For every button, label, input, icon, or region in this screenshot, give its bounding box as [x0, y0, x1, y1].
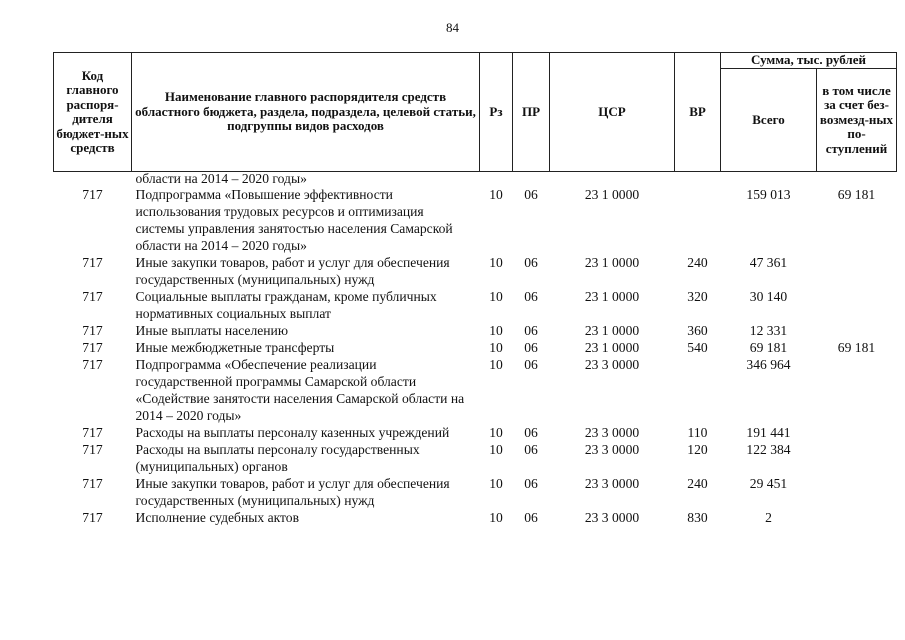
cell-code: 717: [82, 476, 103, 491]
cell-rz: 10: [489, 340, 503, 355]
cell-code: 717: [82, 323, 103, 338]
cell-csr: 23 3 0000: [584, 425, 640, 440]
cell-vr: 120: [687, 442, 708, 457]
header-total: Всего: [721, 68, 817, 171]
table-row: [54, 441, 897, 475]
cell-vr: [675, 186, 721, 254]
cell-gratuitous: [817, 475, 897, 509]
cell-gratuitous: [817, 322, 897, 339]
cell-pr: 06: [524, 357, 538, 372]
cell-rz: 10: [489, 510, 503, 525]
header-pr: ПР: [513, 53, 550, 172]
cell-rz: 10: [489, 187, 503, 202]
cell-name: Расходы на выплаты персоналу казенных учреждений: [135, 425, 450, 440]
cell-vr: 540: [687, 340, 708, 355]
cell-total: 346 964: [746, 357, 791, 372]
cell-pr: 06: [524, 425, 538, 440]
header-rz: Рз: [480, 53, 513, 172]
cell-name: Иные закупки товаров, работ и услуг для обеспечения государственных (муниципальных) нужд: [135, 476, 450, 508]
cell-code: 717: [82, 340, 103, 355]
page-number: 84: [446, 20, 459, 35]
cell-vr: 360: [687, 323, 708, 338]
cell-vr: 240: [687, 255, 708, 270]
table-header: [54, 53, 897, 172]
cell-pr: 06: [524, 340, 538, 355]
cell-total: 2: [765, 510, 772, 525]
cell-vr: [675, 356, 721, 424]
table-row: [54, 424, 897, 441]
cell-name: Подпрограмма «Обеспечение реализации государственной программы Самарской области «Содействие занятости населения Самарской области на 2014 – 2020 годы»: [135, 357, 465, 423]
cell-code: 717: [82, 255, 103, 270]
cell-name: Социальные выплаты гражданам, кроме публичных нормативных социальных выплат: [135, 289, 437, 321]
cell-vr: 830: [687, 510, 708, 525]
cell-rz: 10: [489, 255, 503, 270]
carry-over-row: [54, 172, 897, 187]
cell-pr: 06: [524, 323, 538, 338]
cell-csr: 23 1 0000: [584, 340, 640, 355]
cell-pr: 06: [524, 442, 538, 457]
cell-total: 69 181: [749, 340, 788, 355]
cell-code: 717: [82, 187, 103, 202]
cell-name: Иные межбюджетные трансферты: [135, 340, 335, 355]
header-csr: ЦСР: [550, 53, 675, 172]
cell-pr: 06: [524, 289, 538, 304]
table-body: [54, 172, 897, 527]
cell-csr: 23 1 0000: [584, 255, 640, 270]
cell-code: 717: [82, 425, 103, 440]
cell-vr: 320: [687, 289, 708, 304]
carry-over-text: области на 2014 – 2020 годы»: [135, 171, 307, 186]
cell-csr: 23 1 0000: [584, 187, 640, 202]
table-row: [54, 322, 897, 339]
cell-gratuitous: [817, 254, 897, 288]
cell-rz: 10: [489, 425, 503, 440]
cell-gratuitous: [817, 441, 897, 475]
table-row: [54, 356, 897, 424]
cell-gratuitous: [817, 356, 897, 424]
cell-code: 717: [82, 289, 103, 304]
header-sum: Сумма, тыс. рублей: [721, 53, 897, 69]
table-row: [54, 254, 897, 288]
table-row: [54, 186, 897, 254]
cell-name: Подпрограмма «Повышение эффективности использования трудовых ресурсов и оптимизация системы управления занятостью населения Самарской области на 2014 – 2020 годы»: [135, 187, 453, 253]
cell-rz: 10: [489, 476, 503, 491]
header-name: Наименование главного распорядителя средств областного бюджета, раздела, подраздела, целевой статьи, подгруппы видов расходов: [132, 53, 480, 172]
cell-vr: 240: [687, 476, 708, 491]
cell-csr: 23 3 0000: [584, 510, 640, 525]
cell-pr: 06: [524, 476, 538, 491]
table-row: [54, 339, 897, 356]
cell-name: Расходы на выплаты персоналу государственных (муниципальных) органов: [135, 442, 420, 474]
cell-csr: 23 3 0000: [584, 476, 640, 491]
cell-total: 191 441: [746, 425, 791, 440]
cell-gratuitous: 69 181: [837, 187, 876, 202]
cell-pr: 06: [524, 187, 538, 202]
cell-pr: 06: [524, 255, 538, 270]
table-row: [54, 509, 897, 526]
cell-name: Исполнение судебных актов: [135, 510, 300, 525]
cell-vr: 110: [687, 425, 708, 440]
table-row: [54, 288, 897, 322]
cell-csr: 23 3 0000: [584, 442, 640, 457]
cell-rz: 10: [489, 323, 503, 338]
cell-csr: 23 1 0000: [584, 323, 640, 338]
cell-rz: 10: [489, 357, 503, 372]
cell-gratuitous: [817, 288, 897, 322]
cell-total: 29 451: [749, 476, 788, 491]
header-vr: ВР: [675, 53, 721, 172]
cell-total: 30 140: [749, 289, 788, 304]
cell-name: Иные закупки товаров, работ и услуг для обеспечения государственных (муниципальных) нужд: [135, 255, 450, 287]
cell-csr: 23 3 0000: [584, 357, 640, 372]
cell-code: 717: [82, 357, 103, 372]
cell-total: 12 331: [749, 323, 788, 338]
header-code: Код главного распоря-дителя бюджет-ных средств: [54, 53, 132, 172]
cell-gratuitous: [817, 509, 897, 526]
cell-name: Иные выплаты населению: [135, 323, 288, 338]
cell-total: 159 013: [746, 187, 791, 202]
cell-total: 47 361: [749, 255, 788, 270]
cell-rz: 10: [489, 289, 503, 304]
cell-gratuitous: 69 181: [837, 340, 876, 355]
cell-rz: 10: [489, 442, 503, 457]
cell-code: 717: [82, 510, 103, 525]
cell-csr: 23 1 0000: [584, 289, 640, 304]
cell-code: 717: [82, 442, 103, 457]
cell-pr: 06: [524, 510, 538, 525]
cell-gratuitous: [817, 424, 897, 441]
budget-table: [53, 52, 897, 526]
cell-total: 122 384: [746, 442, 791, 457]
header-gratuitous: в том числе за счет без-возмезд-ных по-ступлений: [817, 68, 897, 171]
table-row: [54, 475, 897, 509]
